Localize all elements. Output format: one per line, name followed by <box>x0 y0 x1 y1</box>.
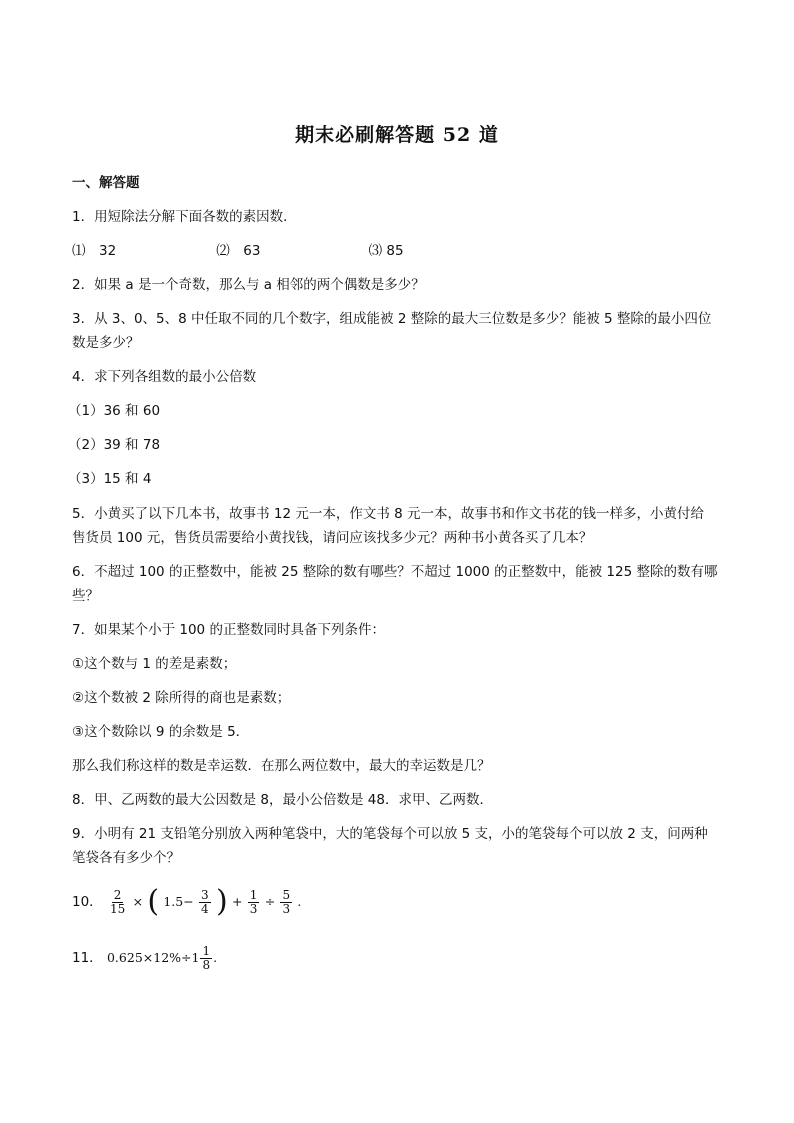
question-5-line-2: 售货员 100 元，售货员需要给小黄找钱，请问应该找多少元？两种书小黄各买了几本？ <box>72 530 593 546</box>
q10-f4-denominator: 3 <box>282 901 291 916</box>
q10-left-paren: ( <box>147 884 160 919</box>
q10-fraction-1 <box>108 889 127 916</box>
question-10 <box>72 884 722 920</box>
question-11 <box>72 940 722 976</box>
q10-f1-denominator: 15 <box>109 901 126 916</box>
q11-expression: 0.625×12%÷1 <box>106 950 200 965</box>
q10-times: × <box>132 894 144 909</box>
section-heading: 一、解答题 <box>72 175 140 191</box>
q4-part-3: （3）15 和 4 <box>68 471 152 487</box>
q7-condition-1: ①这个数与 1 的差是素数； <box>72 656 237 672</box>
q10-f3-denominator: 3 <box>249 901 258 916</box>
question-5-line-1: 5．小黄买了以下几本书，故事书 12 元一本，作文书 8 元一本，故事书和作文书花的钱一样多，小黄付给 <box>72 506 705 522</box>
question-9-line-1: 9．小明有 21 支铅笔分别放入两种笔袋中，大的笔袋每个可以放 5 支，小的笔袋每个可以放 2 支，问两种 <box>72 826 708 842</box>
q1-part-3: ⑶ 85 <box>368 243 404 259</box>
q11-label: 11． <box>72 950 103 966</box>
q10-f4-numerator: 5 <box>282 887 291 902</box>
q10-f3-numerator: 1 <box>249 887 258 902</box>
q7-conclusion: 那么我们称这样的数是幸运数．在那么两位数中，最大的幸运数是几？ <box>72 758 491 774</box>
question-3-line-2: 数是多少？ <box>72 335 140 351</box>
q4-part-1: （1）36 和 60 <box>68 403 161 419</box>
question-9-line-2: 笔袋各有多少个？ <box>72 850 180 866</box>
q10-f1-numerator: 2 <box>113 887 122 902</box>
q4-part-2: （2）39 和 78 <box>68 437 161 453</box>
q10-plus: + <box>231 894 243 909</box>
question-2: 2．如果 a 是一个奇数，那么与 a 相邻的两个偶数是多少？ <box>72 277 425 293</box>
q10-fraction-2 <box>199 889 211 916</box>
question-6-line-2: 些？ <box>72 588 99 604</box>
question-7: 7．如果某个小于 100 的正整数同时具备下列条件： <box>72 622 385 638</box>
question-8: 8．甲、乙两数的最大公因数是 8，最小公倍数是 48．求甲、乙两数． <box>72 792 493 808</box>
question-1: 1．用短除法分解下面各数的素因数． <box>72 209 297 225</box>
q1-part-2: ⑵ 63 <box>216 243 261 259</box>
question-6-line-1: 6．不超过 100 的正整数中，能被 25 整除的数有哪些？不超过 1000 的正整数中，能被 125 整除的数有哪 <box>72 564 718 580</box>
q7-condition-2: ②这个数被 2 除所得的商也是素数； <box>72 690 291 706</box>
page-title: 期末必刷解答题 52 道 <box>295 124 499 146</box>
q10-right-paren: ) <box>215 884 228 919</box>
q1-part-1: ⑴ 32 <box>72 243 117 259</box>
q10-f2-denominator: 4 <box>201 901 209 916</box>
q10-divide: ÷ <box>264 894 276 909</box>
q10-inner: 1.5− <box>163 894 194 909</box>
q11-fraction <box>200 945 212 972</box>
q10-label: 10． <box>72 894 103 910</box>
q11-period: . <box>213 950 218 965</box>
q11-denominator: 8 <box>202 957 211 972</box>
q11-numerator: 1 <box>202 943 211 958</box>
question-3-line-1: 3．从 3、0、5、8 中任取不同的几个数字，组成能被 2 整除的最大三位数是多少？能被 5 整除的最小四位 <box>72 311 712 327</box>
q10-fraction-3 <box>248 889 260 916</box>
q10-fraction-4 <box>280 889 292 916</box>
q7-condition-3: ③这个数除以 9 的余数是 5． <box>72 724 250 740</box>
q10-period: . <box>297 894 302 909</box>
q10-f2-numerator: 3 <box>201 887 209 902</box>
question-4: 4．求下列各组数的最小公倍数 <box>72 369 257 385</box>
question-1-parts <box>72 239 722 263</box>
